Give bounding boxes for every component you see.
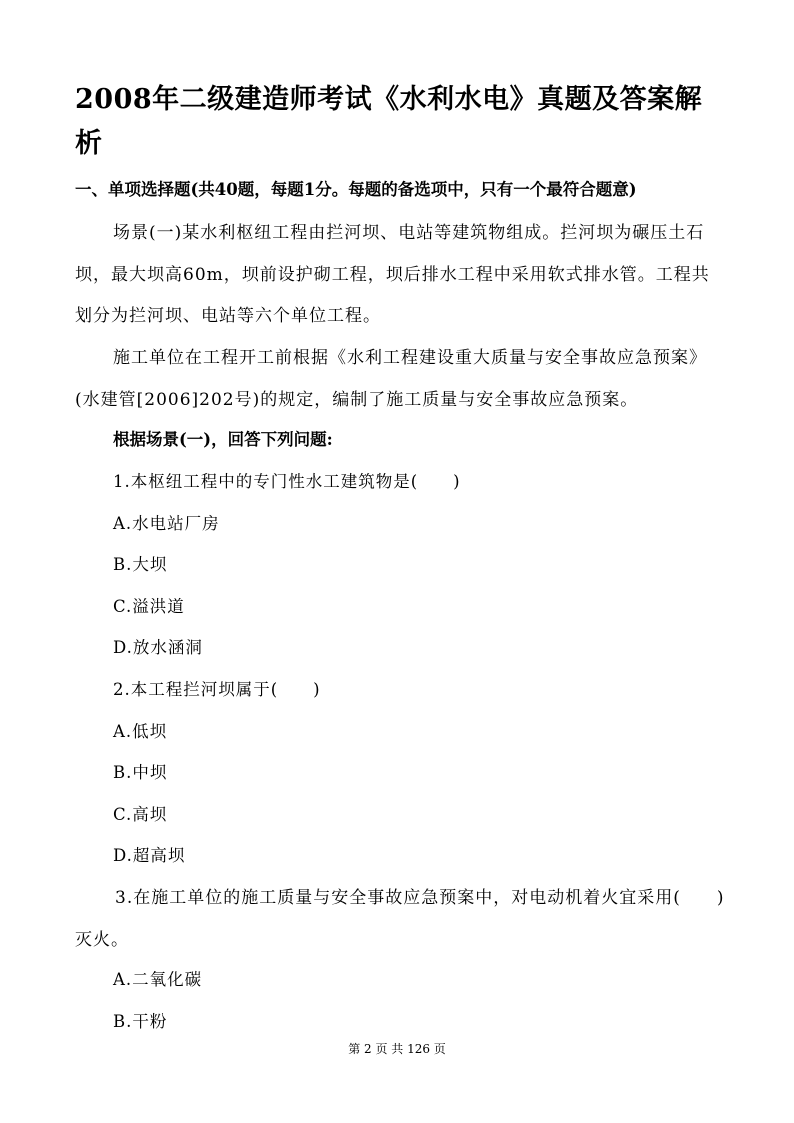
question-2-option-c: C.高坝 (113, 805, 168, 824)
document-title: 2008年二级建造师考试《水利水电》真题及答案解析 (75, 84, 703, 159)
question-prompt: 根据场景(一)，回答下列问题: (113, 430, 333, 449)
section-heading: 一、单项选择题(共40题，每题1分。每题的备选项中，只有一个最符合题意) (75, 180, 637, 199)
question-1-option-a: A.水电站厂房 (113, 514, 220, 533)
question-2-option-b: B.中坝 (113, 763, 168, 782)
question-2-stem: 2.本工程拦河坝属于( ) (113, 680, 321, 699)
page-number-footer: 第 2 页 共 126 页 (348, 1042, 446, 1056)
scenario-paragraph-1: 场景(一)某水利枢纽工程由拦河坝、电站等建筑物组成。拦河坝为碾压土石坝，最大坝高60m，坝前设护砌工程，坝后排水工程中采用软式排水管。工程共划分为拦河坝、电站等六个单位工程。 (75, 223, 710, 326)
question-2-option-d: D.超高坝 (113, 846, 186, 865)
question-3-stem: 3.在施工单位的施工质量与安全事故应急预案中，对电动机着火宜采用( )灭火。 (75, 888, 725, 950)
question-1-stem: 1.本枢纽工程中的专门性水工建筑物是( ) (113, 472, 461, 491)
question-1-option-b: B.大坝 (113, 555, 168, 574)
question-3-option-b: B.干粉 (113, 1012, 168, 1031)
scenario-paragraph-2: 施工单位在工程开工前根据《水利工程建设重大质量与安全事故应急预案》(水建管[2006]202号)的规定，编制了施工质量与安全事故应急预案。 (75, 348, 707, 410)
question-1-option-c: C.溢洪道 (113, 597, 185, 616)
question-3-option-a: A.二氧化碳 (113, 970, 203, 989)
question-1-option-d: D.放水涵洞 (113, 638, 203, 657)
question-2-option-a: A.低坝 (113, 722, 168, 741)
